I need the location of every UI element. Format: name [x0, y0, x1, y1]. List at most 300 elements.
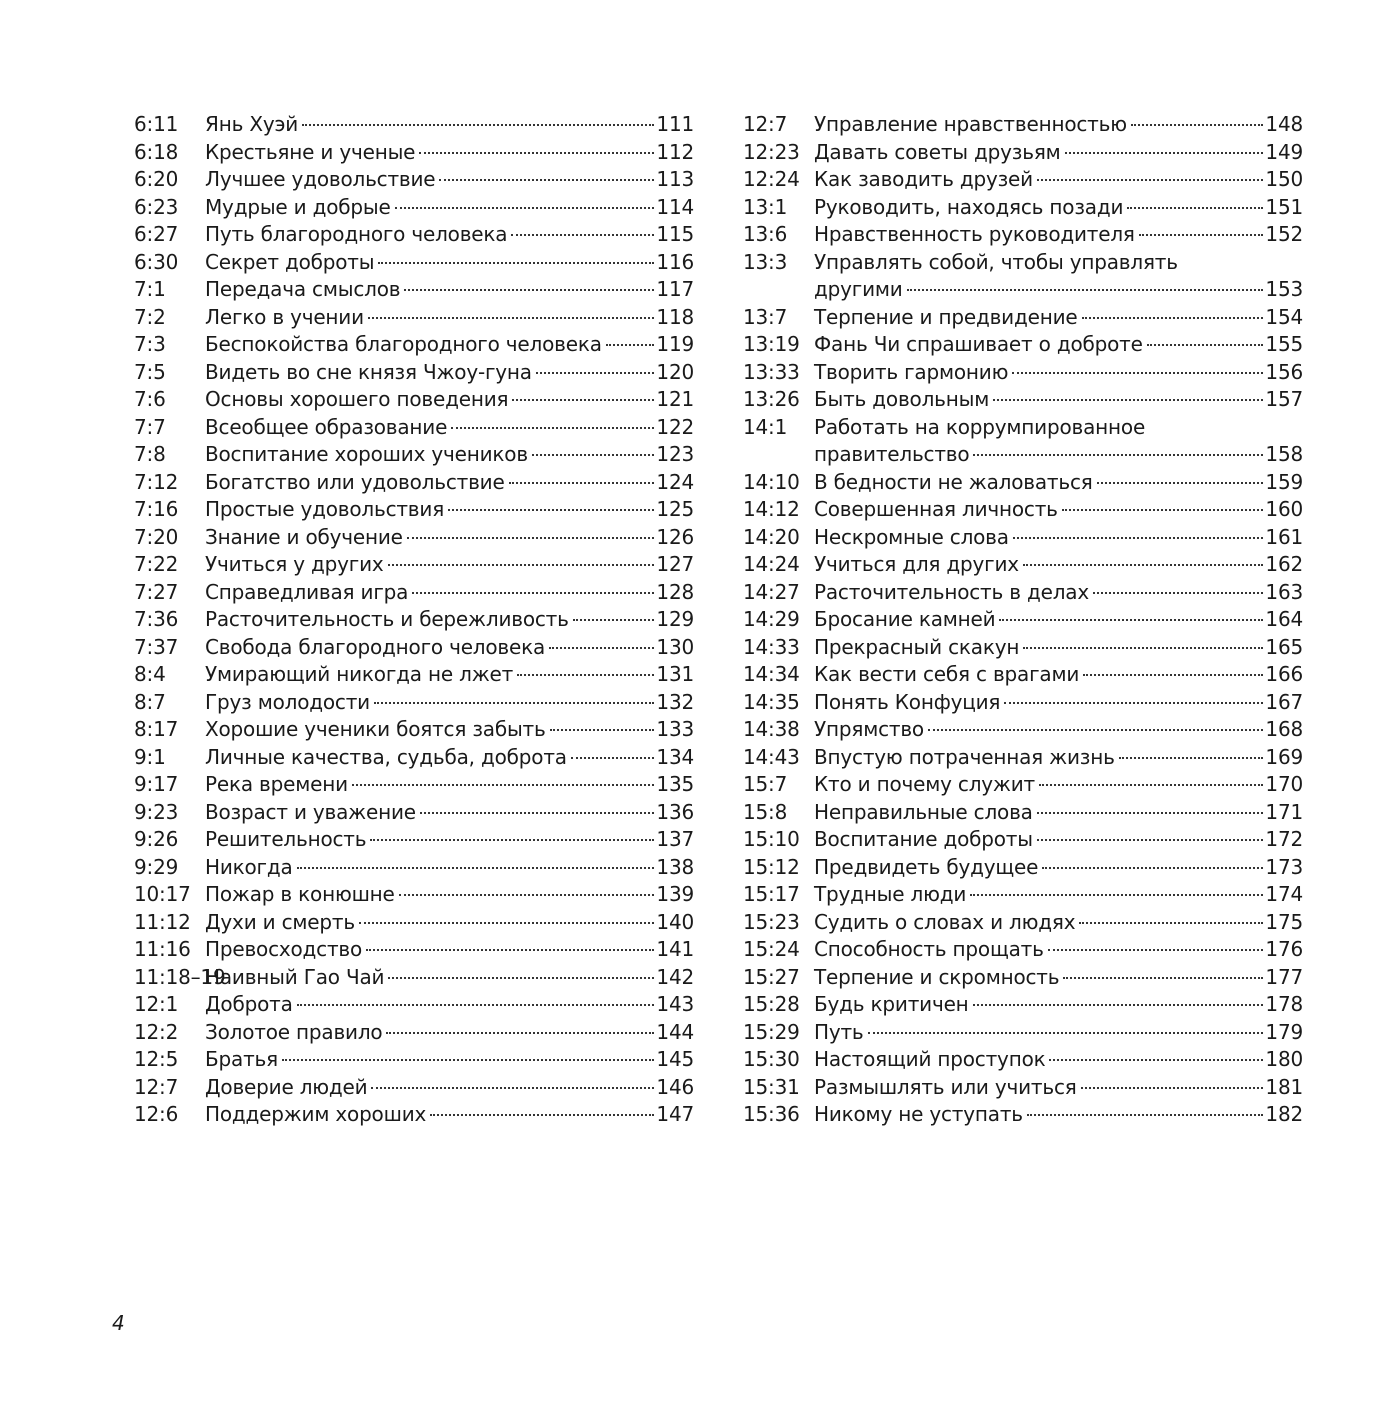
- toc-entry-title: Видеть во сне князя Чжоу-гуна: [205, 359, 532, 384]
- toc-entry-line: [134, 304, 694, 332]
- dot-leader: [1023, 564, 1263, 566]
- toc-entry-ref: 15:28: [743, 992, 800, 1016]
- toc-entry-page: 148: [1265, 112, 1303, 136]
- toc-entry-ref: 8:17: [134, 717, 179, 741]
- toc-entry-page: 162: [1265, 552, 1303, 576]
- toc-entry-line: [134, 469, 694, 497]
- toc-entry-ref: 14:35: [743, 689, 800, 714]
- toc-entry-ref: 7:3: [134, 332, 166, 356]
- toc-entry-title: Груз молодости: [205, 689, 370, 714]
- toc-entry-page: 164: [1265, 607, 1303, 631]
- toc-entry-ref: 12:7: [134, 1074, 179, 1099]
- toc-entry-line: [134, 661, 694, 689]
- toc-entry[interactable]: [134, 1019, 694, 1047]
- toc-entry-title: Легко в учении: [205, 304, 364, 329]
- toc-entry[interactable]: [743, 936, 1303, 964]
- dot-leader: [973, 1004, 1264, 1006]
- toc-entry[interactable]: [743, 304, 1303, 332]
- dot-leader: [1093, 592, 1263, 594]
- toc-entry-page: 117: [656, 277, 694, 301]
- toc-entry-ref: 14:34: [743, 662, 800, 686]
- toc-entry-title: Расточительность и бережливость: [205, 607, 569, 631]
- dot-leader: [395, 207, 655, 209]
- toc-entry-page: 134: [656, 744, 694, 769]
- toc-entry-ref: 7:1: [134, 277, 166, 301]
- toc-entry-line: [743, 441, 1303, 469]
- dot-leader: [1082, 317, 1264, 319]
- toc-entry-page: 151: [1265, 194, 1303, 219]
- toc-entry[interactable]: [743, 1101, 1303, 1129]
- dot-leader: [928, 729, 1263, 731]
- dot-leader: [1023, 647, 1263, 649]
- toc-entry[interactable]: [134, 689, 694, 717]
- dot-leader: [420, 812, 655, 814]
- toc-entry-title: Руководить, находясь позади: [814, 194, 1124, 219]
- toc-entry[interactable]: [743, 744, 1303, 772]
- toc-entry-title: Расточительность в делах: [814, 579, 1089, 604]
- toc-entry-page: 176: [1265, 937, 1303, 961]
- toc-entry-ref: 12:6: [134, 1102, 179, 1126]
- toc-entry-line: [134, 716, 694, 744]
- toc-entry[interactable]: [743, 221, 1303, 249]
- toc-entry-page: 147: [656, 1102, 694, 1126]
- toc-entry-ref: 6:18: [134, 139, 179, 164]
- dot-leader: [532, 454, 655, 456]
- toc-entry-line: [743, 304, 1303, 332]
- dot-leader: [388, 977, 654, 979]
- toc-entry[interactable]: [134, 194, 694, 222]
- toc-entry-ref: 14:33: [743, 634, 800, 659]
- toc-entry-title: Способность прощать: [814, 937, 1044, 961]
- toc-entry[interactable]: [134, 524, 694, 552]
- toc-entry-title: Умирающий никогда не лжет: [205, 662, 514, 686]
- toc-entry-ref: 15:10: [743, 827, 800, 851]
- toc-entry-line: [134, 359, 694, 387]
- toc-entry-line: [134, 1046, 694, 1074]
- toc-entry-ref: 9:23: [134, 799, 179, 824]
- toc-entry-ref: 11:12: [134, 909, 191, 934]
- toc-entry[interactable]: [134, 111, 694, 139]
- dot-leader: [571, 757, 655, 759]
- toc-entry[interactable]: [134, 634, 694, 662]
- toc-entry-line: [134, 194, 694, 222]
- dot-leader: [517, 674, 654, 676]
- toc-entry-line: [743, 551, 1303, 579]
- toc-entry-ref: 14:24: [743, 552, 800, 576]
- toc-entry-page: 141: [656, 937, 694, 961]
- toc-entry[interactable]: [743, 139, 1303, 167]
- toc-entry-ref: 7:36: [134, 607, 179, 631]
- toc-entry[interactable]: [743, 551, 1303, 579]
- toc-entry[interactable]: [134, 744, 694, 772]
- toc-entry[interactable]: [743, 249, 1303, 304]
- toc-entry[interactable]: [134, 1101, 694, 1129]
- toc-entry[interactable]: [134, 881, 694, 909]
- dot-leader: [606, 344, 655, 346]
- toc-entry-page: 113: [656, 167, 694, 191]
- dot-leader: [1065, 152, 1264, 154]
- toc-entry-ref: 7:8: [134, 442, 166, 466]
- toc-entry-line: [134, 111, 694, 139]
- toc-entry-title: Как заводить друзей: [814, 167, 1033, 191]
- toc-entry[interactable]: [743, 359, 1303, 387]
- toc-entry-line: [134, 221, 694, 249]
- toc-entry-title: Золотое правило: [205, 1019, 383, 1044]
- dot-leader: [1083, 674, 1263, 676]
- page-number: 4: [112, 1311, 125, 1335]
- dot-leader: [1027, 1114, 1264, 1116]
- toc-entry-page: 170: [1265, 772, 1303, 796]
- toc-entry[interactable]: [743, 111, 1303, 139]
- dot-leader: [512, 399, 654, 401]
- toc-entry-line: [134, 386, 694, 414]
- toc-entry-ref: 15:29: [743, 1019, 800, 1044]
- toc-entry[interactable]: [743, 579, 1303, 607]
- dot-leader: [282, 1059, 654, 1061]
- dot-leader: [430, 1114, 654, 1116]
- toc-entry-ref: 6:23: [134, 194, 179, 219]
- toc-entry[interactable]: [134, 359, 694, 387]
- toc-entry-title: Терпение и предвидение: [814, 304, 1078, 329]
- toc-entry[interactable]: [134, 249, 694, 277]
- toc-entry[interactable]: [743, 854, 1303, 882]
- toc-entry-line: [743, 276, 1303, 304]
- toc-entry-line: [134, 881, 694, 909]
- toc-entry-page: 142: [656, 964, 694, 989]
- toc-entry-page: 137: [656, 827, 694, 851]
- toc-entry-ref: 15:27: [743, 964, 800, 989]
- toc-entry-page: 127: [656, 552, 694, 576]
- toc-entry-title: Мудрые и добрые: [205, 194, 391, 219]
- toc-entry[interactable]: [743, 469, 1303, 497]
- toc-entry-title: Воспитание доброты: [814, 827, 1033, 851]
- toc-entry-title: Богатство или удовольствие: [205, 469, 505, 494]
- toc-entry[interactable]: [743, 524, 1303, 552]
- toc-entry[interactable]: [743, 634, 1303, 662]
- toc-entry-title: Наивный Гао Чай: [205, 964, 385, 989]
- dot-leader: [573, 619, 655, 621]
- toc-entry-ref: 6:30: [134, 249, 179, 274]
- dot-leader: [1131, 124, 1264, 126]
- toc-entry-ref: 6:11: [134, 112, 179, 136]
- toc-entry-line: [134, 249, 694, 277]
- toc-entry-ref: 14:10: [743, 469, 800, 494]
- toc-entry[interactable]: [743, 964, 1303, 992]
- toc-entry-title: Трудные люди: [814, 882, 967, 906]
- toc-entry-page: 111: [656, 112, 694, 136]
- toc-entry-title: Будь критичен: [814, 992, 969, 1016]
- toc-entry-title: Поддержим хороших: [205, 1102, 427, 1126]
- toc-entry[interactable]: [134, 331, 694, 359]
- toc-entry-line: [743, 221, 1303, 249]
- toc-entry-line: [743, 579, 1303, 607]
- toc-entry-title: Давать советы друзьям: [814, 139, 1061, 164]
- toc-entry-ref: 11:16: [134, 937, 191, 961]
- toc-entry[interactable]: [134, 304, 694, 332]
- dot-leader: [1147, 344, 1264, 346]
- toc-entry[interactable]: [134, 1074, 694, 1102]
- toc-entry[interactable]: [743, 799, 1303, 827]
- toc-entry-ref: 13:19: [743, 332, 800, 356]
- toc-entry-page: 172: [1265, 827, 1303, 851]
- toc-entry-ref: 15:12: [743, 854, 800, 879]
- dot-leader: [550, 729, 655, 731]
- toc-entry[interactable]: [134, 469, 694, 497]
- toc-entry-page: 174: [1265, 882, 1303, 906]
- toc-entry[interactable]: [743, 826, 1303, 854]
- toc-entry-page: 133: [656, 717, 694, 741]
- toc-entry[interactable]: [134, 826, 694, 854]
- toc-entry-ref: 15:36: [743, 1102, 800, 1126]
- toc-entry-line: [743, 881, 1303, 909]
- toc-entry-line: [134, 496, 694, 524]
- toc-entry[interactable]: [743, 166, 1303, 194]
- toc-entry-line: [743, 771, 1303, 799]
- toc-entry-title: Простые удовольствия: [205, 497, 445, 521]
- toc-entry-line: [743, 1046, 1303, 1074]
- dot-leader: [1004, 702, 1263, 704]
- toc-entry-page: 177: [1265, 964, 1303, 989]
- toc-entry-line: [743, 139, 1303, 167]
- toc-entry-ref: 14:38: [743, 717, 800, 741]
- toc-entry-page: 118: [656, 304, 694, 329]
- toc-entry-line: [743, 661, 1303, 689]
- toc-entry[interactable]: [134, 139, 694, 167]
- toc-entry[interactable]: [134, 661, 694, 689]
- toc-entry-line: [134, 799, 694, 827]
- toc-entry-title: Учиться у других: [205, 552, 384, 576]
- toc-entry-ref: 12:2: [134, 1019, 179, 1044]
- toc-entry[interactable]: [134, 606, 694, 634]
- toc-entry[interactable]: [134, 991, 694, 1019]
- dot-leader: [371, 1087, 654, 1089]
- toc-entry-title: Основы хорошего поведения: [205, 387, 509, 411]
- toc-entry-title: Терпение и скромность: [814, 964, 1060, 989]
- toc-entry-ref: 9:29: [134, 854, 179, 879]
- toc-entry-ref: 15:23: [743, 909, 800, 934]
- toc-entry-title: Передача смыслов: [205, 277, 401, 301]
- toc-entry-line: [134, 1074, 694, 1102]
- toc-entry[interactable]: [743, 414, 1303, 469]
- toc-entry-line: [743, 249, 1303, 277]
- dot-leader: [993, 399, 1263, 401]
- toc-entry[interactable]: [743, 771, 1303, 799]
- dot-leader: [509, 482, 655, 484]
- toc-entry-title: Решительность: [205, 827, 367, 851]
- toc-entry-title: Совершенная личность: [814, 497, 1058, 521]
- toc-entry-title: Свобода благородного человека: [205, 634, 546, 659]
- toc-entry-line: [134, 441, 694, 469]
- dot-leader: [1063, 977, 1263, 979]
- toc-entry-line: [134, 414, 694, 442]
- toc-entry-line: [134, 606, 694, 634]
- dot-leader: [439, 179, 654, 181]
- toc-entry-title: Судить о словах и людях: [814, 909, 1076, 934]
- toc-entry-title: Возраст и уважение: [205, 799, 416, 824]
- toc-entry-title: Работать на коррумпированное: [814, 414, 1146, 439]
- dot-leader: [374, 702, 654, 704]
- dot-leader: [1127, 207, 1263, 209]
- toc-entry-title: Настоящий проступок: [814, 1047, 1046, 1071]
- dot-leader: [907, 289, 1264, 291]
- toc-entry-ref: 7:2: [134, 304, 166, 329]
- toc-entry-title: Творить гармонию: [814, 359, 1009, 384]
- toc-entry[interactable]: [743, 331, 1303, 359]
- toc-entry-title: Воспитание хороших учеников: [205, 442, 528, 466]
- toc-entry-ref: 7:20: [134, 524, 179, 549]
- toc-entry-page: 156: [1265, 359, 1303, 384]
- toc-entry-page: 163: [1265, 579, 1303, 604]
- toc-entry-page: 132: [656, 689, 694, 714]
- toc-entry-ref: 13:6: [743, 222, 788, 246]
- dot-leader: [412, 592, 654, 594]
- toc-entry[interactable]: [743, 1019, 1303, 1047]
- toc-entry[interactable]: [743, 1074, 1303, 1102]
- toc-entry-ref: 7:12: [134, 469, 179, 494]
- toc-entry[interactable]: [743, 661, 1303, 689]
- toc-entry-line: [743, 111, 1303, 139]
- toc-entry[interactable]: [134, 276, 694, 304]
- toc-entry-page: 180: [1265, 1047, 1303, 1071]
- toc-entry[interactable]: [134, 166, 694, 194]
- toc-entry[interactable]: [743, 386, 1303, 414]
- toc-entry[interactable]: [134, 386, 694, 414]
- toc-entry-ref: 15:24: [743, 937, 800, 961]
- toc-entry-page: 166: [1265, 662, 1303, 686]
- toc-entry-ref: 7:7: [134, 414, 166, 439]
- toc-entry-line: [743, 496, 1303, 524]
- toc-column-left: [134, 111, 694, 1129]
- toc-entry-ref: 7:22: [134, 552, 179, 576]
- toc-entry-line: [134, 551, 694, 579]
- toc-entry-title: Неправильные слова: [814, 799, 1033, 824]
- dot-leader: [1097, 482, 1264, 484]
- toc-entry[interactable]: [743, 1046, 1303, 1074]
- toc-entry[interactable]: [134, 716, 694, 744]
- toc-entry-page: 150: [1265, 167, 1303, 191]
- toc-entry-ref: 7:37: [134, 634, 179, 659]
- toc-entry-line: [134, 991, 694, 1019]
- dot-leader: [1062, 509, 1264, 511]
- toc-entry-line: [134, 331, 694, 359]
- toc-entry-line: [743, 716, 1303, 744]
- toc-entry-title: Духи и смерть: [205, 909, 355, 934]
- toc-entry-line: [743, 909, 1303, 937]
- toc-entry-title: Нескромные слова: [814, 524, 1009, 549]
- toc-entry-ref: 9:1: [134, 744, 166, 769]
- toc-entry-line: [134, 826, 694, 854]
- dot-leader: [368, 317, 655, 319]
- toc-entry[interactable]: [134, 964, 694, 992]
- toc-entry-ref: 15:8: [743, 799, 788, 824]
- toc-entry[interactable]: [134, 854, 694, 882]
- toc-entry-line: [743, 964, 1303, 992]
- dot-leader: [448, 509, 654, 511]
- toc-entry-page: 181: [1265, 1074, 1303, 1099]
- dot-leader: [302, 124, 654, 126]
- toc-entry-title: Братья: [205, 1047, 278, 1071]
- toc-entry-title: Никому не уступать: [814, 1102, 1023, 1126]
- toc-entry[interactable]: [134, 909, 694, 937]
- toc-entry-line: [743, 359, 1303, 387]
- toc-entry-line: [743, 606, 1303, 634]
- toc-entry-title: Учиться для других: [814, 552, 1019, 576]
- toc-entry-page: 128: [656, 579, 694, 604]
- dot-leader: [352, 784, 655, 786]
- toc-entry-title: В бедности не жаловаться: [814, 469, 1093, 494]
- dot-leader: [1039, 784, 1263, 786]
- toc-entry[interactable]: [134, 496, 694, 524]
- toc-entry[interactable]: [743, 716, 1303, 744]
- toc-entry[interactable]: [743, 991, 1303, 1019]
- toc-entry[interactable]: [134, 441, 694, 469]
- toc-entry[interactable]: [134, 221, 694, 249]
- toc-entry[interactable]: [134, 771, 694, 799]
- toc-entry-page: 131: [656, 662, 694, 686]
- toc-entry[interactable]: [743, 606, 1303, 634]
- toc-entry-title-cont: правительство: [814, 442, 970, 466]
- toc-entry-page: 155: [1265, 332, 1303, 356]
- toc-entry-ref: 13:3: [743, 249, 788, 274]
- toc-entry-line: [743, 331, 1303, 359]
- toc-entry[interactable]: [743, 909, 1303, 937]
- toc-entry-title: Доброта: [205, 992, 293, 1016]
- toc-entry-ref: 8:4: [134, 662, 166, 686]
- toc-entry-title: Всеобщее образование: [205, 414, 448, 439]
- toc-entry-title: Доверие людей: [205, 1074, 368, 1099]
- toc-entry-page: 144: [656, 1019, 694, 1044]
- toc-entry-ref: 13:33: [743, 359, 800, 384]
- toc-entry-ref: 9:17: [134, 772, 179, 796]
- toc-entry[interactable]: [134, 414, 694, 442]
- toc-entry-page: 167: [1265, 689, 1303, 714]
- toc-entry[interactable]: [743, 496, 1303, 524]
- toc-entry-page: 152: [1265, 222, 1303, 246]
- toc-entry[interactable]: [743, 689, 1303, 717]
- dot-leader: [868, 1032, 1264, 1034]
- toc-entry[interactable]: [134, 551, 694, 579]
- toc-entry[interactable]: [134, 1046, 694, 1074]
- toc-entry-line: [743, 799, 1303, 827]
- toc-entry-title: Пожар в конюшне: [205, 882, 395, 906]
- toc-entry-title: Упрямство: [814, 717, 924, 741]
- toc-entry[interactable]: [134, 799, 694, 827]
- toc-entry-page: 143: [656, 992, 694, 1016]
- toc-entry-title: Путь благородного человека: [205, 222, 508, 246]
- toc-entry-page: 159: [1265, 469, 1303, 494]
- toc-entry[interactable]: [743, 881, 1303, 909]
- dot-leader: [549, 647, 654, 649]
- toc-entry-page: 112: [656, 139, 694, 164]
- toc-entry-line: [743, 524, 1303, 552]
- toc-entry-ref: 7:5: [134, 359, 166, 384]
- toc-entry-line: [134, 964, 694, 992]
- toc-entry-ref: 7:6: [134, 387, 166, 411]
- toc-entry-ref: 9:26: [134, 827, 179, 851]
- toc-entry-page: 153: [1265, 277, 1303, 301]
- toc-entry[interactable]: [134, 579, 694, 607]
- toc-entry-line: [743, 854, 1303, 882]
- toc-entry[interactable]: [743, 194, 1303, 222]
- toc-entry-page: 182: [1265, 1102, 1303, 1126]
- toc-entry-title: Знание и обучение: [205, 524, 403, 549]
- toc-entry-title: Справедливая игра: [205, 579, 409, 604]
- toc-entry-title: Лучшее удовольствие: [205, 167, 436, 191]
- toc-entry-title-cont: другими: [814, 277, 903, 301]
- toc-entry[interactable]: [134, 936, 694, 964]
- dot-leader: [451, 427, 654, 429]
- toc-entry-ref: 15:30: [743, 1047, 800, 1071]
